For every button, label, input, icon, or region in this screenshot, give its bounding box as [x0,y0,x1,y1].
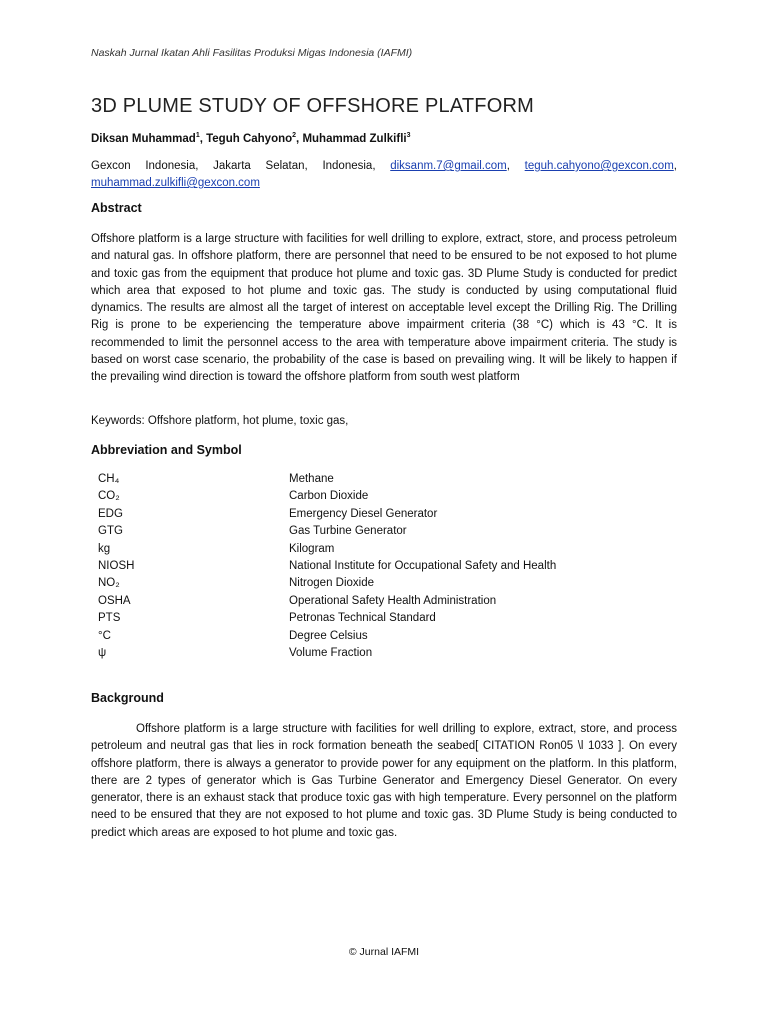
abbreviation-term: GTG [98,525,123,538]
affiliation-line [91,158,677,175]
author-list: Diksan Muhammad$^1$, Teguh Cahyono$^2$, Muhammad Zulkifli$^3$ [91,132,411,145]
abbreviation-term: EDG [98,507,123,520]
affiliation-text: Gexcon Indonesia, Jakarta Selatan, Indonesia, [91,160,376,172]
abbreviation-meaning: National Institute for Occupational Safety and Health [289,559,557,572]
abbreviation-term: CO₂ [98,490,120,503]
running-head: Naskah Jurnal Ikatan Ahli Fasilitas Produksi Migas Indonesia (IAFMI) [91,47,413,59]
abbreviation-term: ψ [98,646,107,659]
email-link[interactable]: diksanm.7@gmail.com [390,160,507,172]
background-heading: Background [91,691,164,705]
abstract-heading: Abstract [91,201,142,215]
email-link[interactable]: muhammad.zulkifli@gexcon.com [91,177,260,189]
author-affil-mark: 1 [195,132,200,139]
abbreviation-row [98,610,658,627]
abbreviation-row [98,523,658,540]
abbreviation-term: kg [98,542,111,555]
abbreviation-heading: Abbreviation and Symbol [91,443,242,457]
abbreviation-row [98,575,658,592]
abbreviation-term: NO₂ [98,577,120,590]
abbreviation-meaning: Degree Celsius [289,629,368,642]
abbreviation-term: NIOSH [98,559,135,572]
page-footer: © Jurnal IAFMI [348,946,420,958]
abbreviation-meaning: Operational Safety Health Administration [289,594,497,607]
abbreviation-meaning: Petronas Technical Standard [289,612,436,625]
abbreviation-meaning: Methane [289,473,334,485]
abbreviation-row [98,506,658,523]
keywords: Keywords: Offshore platform, hot plume, toxic gas, [91,415,349,427]
comma-separator: , [673,160,677,172]
abbreviation-meaning: Volume Fraction [289,646,373,659]
abbreviation-meaning: Gas Turbine Generator [289,525,407,538]
abbreviation-row [98,541,658,558]
paper-title: 3D PLUME STUDY OF OFFSHORE PLATFORM [91,95,534,117]
author-name: Muhammad Zulkifli [302,132,407,145]
abbreviation-term: OSHA [98,594,131,607]
abbreviation-row [98,593,658,610]
author-name: Diksan Muhammad [91,132,196,145]
abbreviation-row [98,645,658,662]
abbreviation-row [98,488,658,505]
author-affil-mark: 3 [406,132,411,139]
abbreviation-term: PTS [98,612,121,625]
abbreviation-row [98,628,658,645]
abbreviation-meaning: Nitrogen Dioxide [289,577,375,590]
abbreviation-table [98,471,658,662]
abbreviation-term: °C [98,629,111,642]
affiliation-line-2 [91,175,260,192]
abstract-body: Offshore platform is a large structure with facilities for well drilling to explore, extract, store, and process petroleum and natural gas. In offshore platform, there are personnel that need to be ensured to be not exposed to hot plume and toxic gas from the equipment that produce hot plume and toxic gas. 3D Plume Study is conducted for predict which area that exposed to hot plume and toxic gas. The study is conducted by using computational fluid dynamics. The results are almost all the target of interest on acceptable level except the Drilling Rig. The Drilling Rig is prone to be experiencing the temperature above impairment criteria (38 °C) which is 43 °C. It is recommended to limit the personnel access to the area with temperature above impairment criteria. The study is based on worst case scenario, the probability of the case is based on prevailing wing. It will be likely to happen if the prevailing wind direction is toward the offshore platform from south west platform [91,233,677,384]
abbreviation-term: CH₄ [98,473,120,485]
abbreviation-row [98,558,658,575]
abbreviation-meaning: Kilogram [289,542,335,555]
abbreviation-row [98,471,658,488]
comma-separator: , [506,160,510,172]
author-affil-mark: 2 [292,132,297,139]
author-name: Teguh Cahyono [206,132,293,145]
email-link[interactable]: teguh.cahyono@gexcon.com [524,160,674,172]
abbreviation-meaning: Emergency Diesel Generator [289,507,438,520]
background-body: Offshore platform is a large structure with facilities for well drilling to explore, extract, store, and process petroleum and neutral gas that lies in rock formation beneath the seabed[ CITATION Ron05 \l 1033 ]. On every offshore platform, there is always a generator to provide power for any equipment on the platform. In this platform, there are 2 types of generator which is Gas Turbine Generator and Emergency Diesel Generator. On every generator, there is an exhaust stack that produce toxic gas with high temperature. Every personnel on the platform need to be ensured that they are not exposed to hot plume and toxic gas. 3D Plume Study is being conducted to predict which areas are exposed to hot plume and toxic gas. [91,723,677,839]
abbreviation-meaning: Carbon Dioxide [289,490,369,503]
